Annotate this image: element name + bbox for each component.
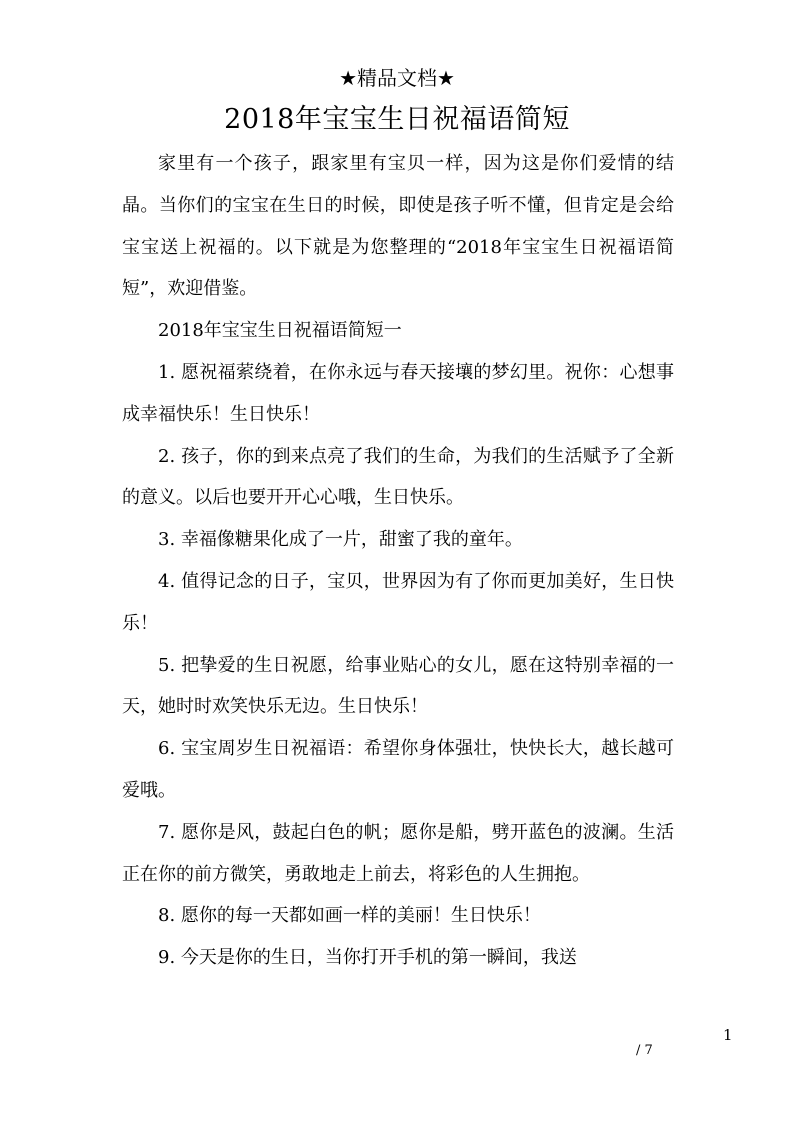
wish-item-1: 1. 愿祝福萦绕着，在你永远与春天接壤的梦幻里。祝你：心想事成幸福快乐！生日快乐！: [122, 361, 674, 425]
wish-item-9: 9. 今天是你的生日，当你打开手机的第一瞬间，我送: [158, 947, 577, 969]
wish-item-3: 3. 幸福像糖果化成了一片，甜蜜了我的童年。: [158, 529, 523, 551]
page-number: 1: [723, 1026, 733, 1044]
wish-item-8: 8. 愿你的每一天都如画一样的美丽！生日快乐！: [158, 905, 541, 927]
wish-item-4: 4. 值得记念的日子，宝贝，世界因为有了你而更加美好，生日快乐！: [122, 570, 674, 634]
wish-item-5: 5. 把挚爱的生日祝愿，给事业贴心的女儿，愿在这特别幸福的一天，她时时欢笑快乐无边。生日快乐！: [122, 654, 674, 718]
intro-paragraph: 家里有一个孩子，跟家里有宝贝一样，因为这是你们爱情的结晶。当你们的宝宝在生日的时候，即使是孩子听不懂，但肯定是会给宝宝送上祝福的。以下就是为您整理的“2018年宝宝生日祝福语简短”，欢迎借鉴。: [122, 153, 674, 300]
page-header: ★精品文档★: [339, 66, 455, 90]
wish-item-2: 2. 孩子，你的到来点亮了我们的生命，为我们的生活赋予了全新的意义。以后也要开开心心哦，生日快乐。: [122, 445, 674, 509]
page-total: / 7: [636, 1043, 653, 1058]
document-body: [122, 143, 674, 979]
section-heading: 2018年宝宝生日祝福语简短一: [158, 320, 402, 342]
wish-item-7: 7. 愿你是风，鼓起白色的帆；愿你是船，劈开蓝色的波澜。生活正在你的前方微笑，勇敢地走上前去，将彩色的人生拥抱。: [122, 821, 674, 885]
wish-item-6: 6. 宝宝周岁生日祝福语：希望你身体强壮，快快长大，越长越可爱哦。: [122, 738, 674, 801]
document-title: 2018年宝宝生日祝福语简短: [224, 104, 570, 135]
